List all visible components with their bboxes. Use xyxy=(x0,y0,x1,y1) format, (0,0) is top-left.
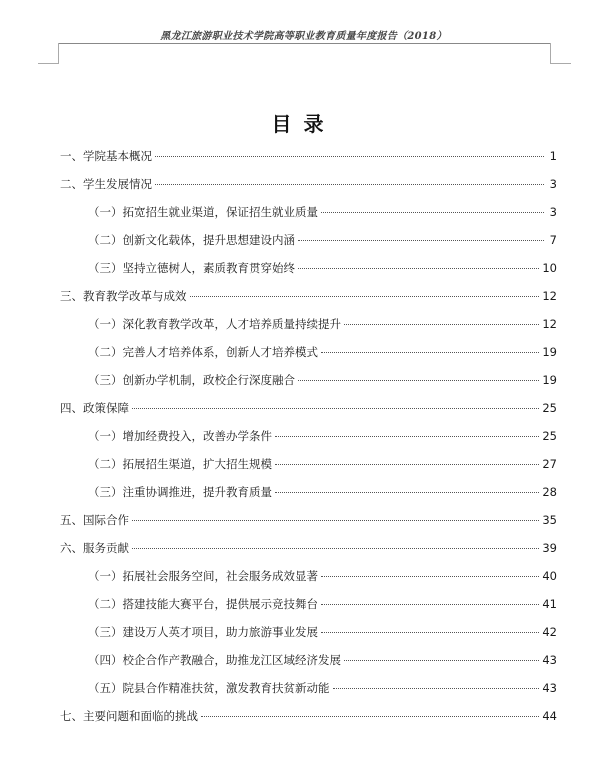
toc-entry[interactable] xyxy=(60,646,557,674)
toc-entry-page-number: 44 xyxy=(542,709,557,723)
toc-entry-page-number: 43 xyxy=(542,653,557,667)
toc-entry[interactable] xyxy=(60,366,557,394)
toc-dot-leader xyxy=(201,715,539,717)
toc-entry[interactable] xyxy=(60,282,557,310)
toc-entry[interactable] xyxy=(60,618,557,646)
toc-entry-page-number: 3 xyxy=(549,177,557,191)
toc-dot-leader xyxy=(275,491,539,493)
toc-entry[interactable] xyxy=(60,170,557,198)
toc-entry[interactable] xyxy=(60,254,557,282)
toc-dot-leader xyxy=(321,211,544,213)
toc-dot-leader xyxy=(132,519,539,521)
toc-entry-page-number: 27 xyxy=(542,457,557,471)
toc-dot-leader xyxy=(321,575,539,577)
toc-entry[interactable] xyxy=(60,394,557,422)
toc-entry[interactable] xyxy=(60,506,557,534)
toc-entry-label: （三）创新办学机制，政校企行深度融合 xyxy=(88,373,295,387)
toc-entry-page-number: 28 xyxy=(542,485,557,499)
toc-entry[interactable] xyxy=(60,534,557,562)
toc-dot-leader xyxy=(344,659,539,661)
toc-dot-leader xyxy=(155,183,544,185)
toc-entry-label: 二、学生发展情况 xyxy=(60,177,152,191)
table-of-contents xyxy=(60,142,557,730)
toc-entry-page-number: 35 xyxy=(542,513,557,527)
toc-entry-label: （三）建设万人英才项目，助力旅游事业发展 xyxy=(88,625,318,639)
toc-entry[interactable] xyxy=(60,590,557,618)
toc-entry-label: （一）深化教育教学改革，人才培养质量持续提升 xyxy=(88,317,341,331)
toc-entry-page-number: 10 xyxy=(542,261,557,275)
toc-dot-leader xyxy=(321,603,539,605)
toc-entry[interactable] xyxy=(60,422,557,450)
toc-dot-leader xyxy=(275,463,539,465)
toc-entry-page-number: 12 xyxy=(542,317,557,331)
toc-entry-label: 六、服务贡献 xyxy=(60,541,129,555)
toc-dot-leader xyxy=(298,239,544,241)
toc-entry-page-number: 19 xyxy=(542,345,557,359)
toc-dot-leader xyxy=(190,295,540,297)
toc-entry-page-number: 42 xyxy=(542,625,557,639)
toc-entry-label: （三）注重协调推进，提升教育质量 xyxy=(88,485,272,499)
toc-entry-label: （一）拓宽招生就业渠道，保证招生就业质量 xyxy=(88,205,318,219)
toc-entry-page-number: 7 xyxy=(549,233,557,247)
toc-dot-leader xyxy=(333,687,540,689)
toc-entry-label: 一、学院基本概况 xyxy=(60,149,152,163)
toc-entry-page-number: 1 xyxy=(549,149,557,163)
toc-entry-page-number: 40 xyxy=(542,569,557,583)
toc-entry-label: （一）拓展社会服务空间，社会服务成效显著 xyxy=(88,569,318,583)
toc-entry[interactable] xyxy=(60,226,557,254)
toc-entry-page-number: 12 xyxy=(542,289,557,303)
toc-dot-leader xyxy=(275,435,539,437)
toc-entry[interactable] xyxy=(60,310,557,338)
toc-entry[interactable] xyxy=(60,702,557,730)
toc-entry-label: 五、国际合作 xyxy=(60,513,129,527)
toc-entry-page-number: 43 xyxy=(542,681,557,695)
toc-dot-leader xyxy=(298,379,539,381)
toc-entry[interactable] xyxy=(60,450,557,478)
toc-entry-label: （二）完善人才培养体系，创新人才培养模式 xyxy=(88,345,318,359)
toc-entry[interactable] xyxy=(60,142,557,170)
toc-entry-label: （二）搭建技能大赛平台，提供展示竞技舞台 xyxy=(88,597,318,611)
toc-dot-leader xyxy=(155,155,544,157)
toc-dot-leader xyxy=(298,267,539,269)
toc-dot-leader xyxy=(132,407,539,409)
toc-entry-label: 四、政策保障 xyxy=(60,401,129,415)
document-title: 目录 xyxy=(271,112,336,136)
toc-dot-leader xyxy=(321,631,539,633)
toc-entry-label: （二）创新文化载体，提升思想建设内涵 xyxy=(88,233,295,247)
toc-entry-label: （三）坚持立德树人，素质教育贯穿始终 xyxy=(88,261,295,275)
toc-entry-label: （一）增加经费投入，改善办学条件 xyxy=(88,429,272,443)
toc-dot-leader xyxy=(344,323,539,325)
toc-entry-page-number: 39 xyxy=(542,541,557,555)
toc-dot-leader xyxy=(132,547,539,549)
toc-dot-leader xyxy=(321,351,539,353)
margin-corner-mark-left xyxy=(38,43,59,64)
toc-entry-label: （五）院县合作精准扶贫，激发教育扶贫新动能 xyxy=(88,681,330,695)
running-header-title: 黑龙江旅游职业技术学院高等职业教育质量年度报告（2018） xyxy=(160,31,447,42)
toc-entry[interactable] xyxy=(60,562,557,590)
toc-entry[interactable] xyxy=(60,198,557,226)
toc-entry[interactable] xyxy=(60,478,557,506)
margin-corner-mark-right xyxy=(550,43,571,64)
toc-entry-page-number: 25 xyxy=(542,429,557,443)
toc-entry[interactable] xyxy=(60,674,557,702)
toc-entry-page-number: 19 xyxy=(542,373,557,387)
toc-entry-label: （二）拓展招生渠道，扩大招生规模 xyxy=(88,457,272,471)
toc-entry-page-number: 41 xyxy=(542,597,557,611)
toc-entry-page-number: 3 xyxy=(549,205,557,219)
toc-entry-label: （四）校企合作产教融合，助推龙江区域经济发展 xyxy=(88,653,341,667)
toc-entry-page-number: 25 xyxy=(542,401,557,415)
toc-entry-label: 三、教育教学改革与成效 xyxy=(60,289,187,303)
toc-entry-label: 七、主要问题和面临的挑战 xyxy=(60,709,198,723)
toc-entry[interactable] xyxy=(60,338,557,366)
header-rule xyxy=(58,43,550,44)
